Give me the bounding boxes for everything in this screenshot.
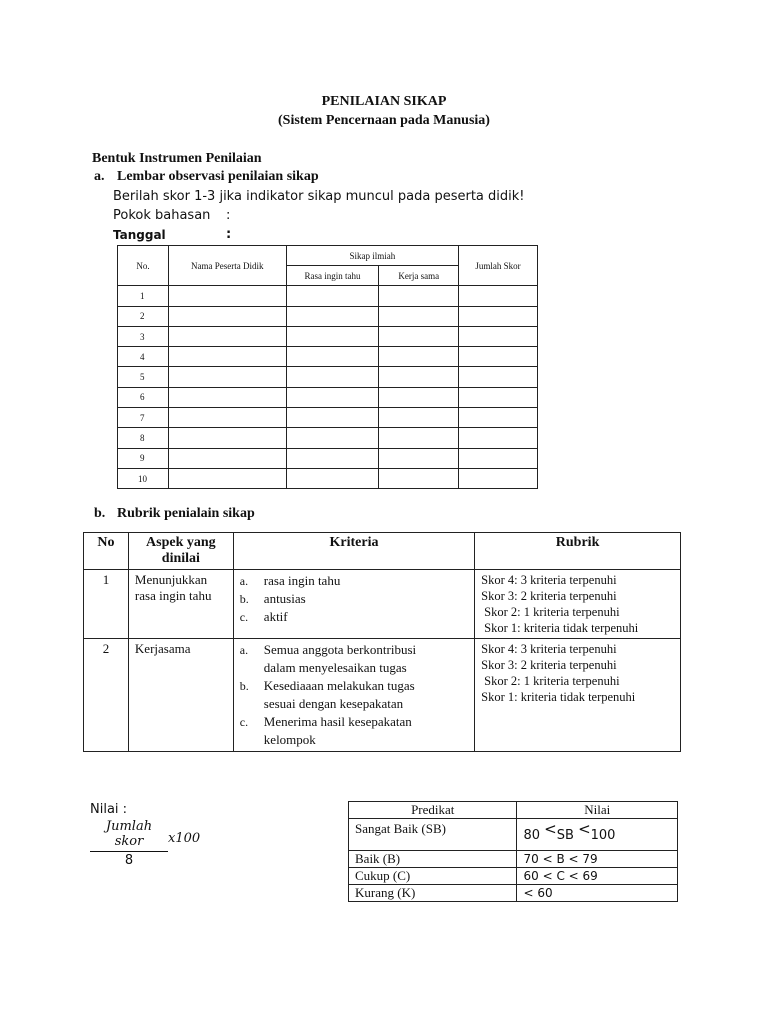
cell-nama[interactable] <box>168 468 286 488</box>
nilai-part: SB <box>556 827 579 843</box>
row-number: 3 <box>118 326 169 346</box>
cell-jumlah[interactable] <box>459 286 538 306</box>
less-than-sign: < <box>578 819 591 838</box>
rubric-row-no: 1 <box>84 570 129 639</box>
cell-nama[interactable] <box>168 306 286 326</box>
criteria-letter <box>240 695 264 713</box>
table-row <box>118 347 538 367</box>
cell-jumlah[interactable] <box>459 326 538 346</box>
part-a-heading: Lembar observasi penilaian sikap <box>117 169 319 184</box>
cell-kerja[interactable] <box>379 448 459 468</box>
list-item <box>240 695 468 713</box>
observation-table <box>117 245 538 489</box>
obs-header-no: No. <box>118 246 169 286</box>
list-item <box>240 677 468 695</box>
part-a-label: a. <box>94 169 105 184</box>
formula-multiplier <box>168 831 200 846</box>
rubric-row-kriteria <box>233 570 474 639</box>
rubric-row-aspek <box>128 570 233 639</box>
list-item <box>240 641 468 659</box>
predikat-cell: Cukup (C) <box>349 868 517 885</box>
cell-nama[interactable] <box>168 387 286 407</box>
less-than-sign: < <box>544 819 557 838</box>
criteria-text: sesuai dengan kesepakatan <box>263 696 404 711</box>
table-row <box>84 570 681 639</box>
formula-numerator: Jumlah skor <box>90 819 168 852</box>
rubric-header-aspek <box>128 533 233 570</box>
cell-jumlah[interactable] <box>459 367 538 387</box>
cell-jumlah[interactable] <box>459 306 538 326</box>
nilai-cell: 70 < B < 79 <box>517 851 678 868</box>
table-row <box>349 885 678 902</box>
criteria-text: Semua anggota berkontribusi <box>263 642 417 657</box>
cell-kerja[interactable] <box>379 326 459 346</box>
obs-header-rasa: Rasa ingin tahu <box>286 266 379 286</box>
tanggal-colon: : <box>226 227 232 242</box>
rubrik-line: Skor 1: kriteria tidak terpenuhi <box>484 621 639 635</box>
cell-nama[interactable] <box>168 347 286 367</box>
cell-kerja[interactable] <box>379 468 459 488</box>
table-row <box>349 819 678 851</box>
nilai-cell <box>517 819 678 851</box>
rubric-header-rubrik: Rubrik <box>475 533 681 570</box>
pokok-bahasan-colon: : <box>226 208 231 223</box>
criteria-letter <box>240 659 264 677</box>
criteria-text: Menerima hasil kesepakatan <box>263 714 412 729</box>
nilai-part: 80 <box>523 827 545 843</box>
criteria-letter: b. <box>239 592 249 606</box>
cell-nama[interactable] <box>168 286 286 306</box>
cell-nama[interactable] <box>168 408 286 428</box>
rubric-header-aspek-line2: dinilai <box>161 551 200 566</box>
cell-rasa[interactable] <box>286 367 379 387</box>
obs-header-kerja: Kerja sama <box>379 266 459 286</box>
pokok-bahasan-label: Pokok bahasan <box>113 208 211 223</box>
nilai-part: 100 <box>590 827 616 843</box>
nilai-formula <box>90 819 168 868</box>
cell-rasa[interactable] <box>286 448 379 468</box>
rubric-header-kriteria: Kriteria <box>233 533 474 570</box>
row-number: 4 <box>118 347 169 367</box>
table-row <box>349 851 678 868</box>
criteria-letter: c. <box>239 610 249 624</box>
rubric-header-no: No <box>84 533 129 570</box>
table-row <box>118 387 538 407</box>
list-item <box>240 731 468 749</box>
cell-jumlah[interactable] <box>459 347 538 367</box>
cell-nama[interactable] <box>168 448 286 468</box>
page-title: PENILAIAN SIKAP <box>321 94 447 109</box>
rubrik-line: Skor 3: 2 kriteria terpenuhi <box>481 589 617 603</box>
predikat-table <box>348 801 678 902</box>
tanggal-label: Tanggal <box>113 228 166 242</box>
cell-kerja[interactable] <box>379 306 459 326</box>
formula-denominator: 8 <box>124 853 134 868</box>
nilai-cell: 60 < C < 69 <box>517 868 678 885</box>
cell-nama[interactable] <box>168 428 286 448</box>
row-number: 9 <box>118 448 169 468</box>
part-b-label: b. <box>94 506 106 521</box>
cell-rasa[interactable] <box>286 468 379 488</box>
nilai-cell: < 60 <box>517 885 678 902</box>
cell-rasa[interactable] <box>286 387 379 407</box>
rubrik-line: Skor 1: kriteria tidak terpenuhi <box>481 690 636 704</box>
cell-kerja[interactable] <box>379 428 459 448</box>
list-item <box>240 572 468 590</box>
list-item <box>240 659 468 677</box>
cell-jumlah[interactable] <box>459 428 538 448</box>
cell-nama[interactable] <box>168 326 286 346</box>
formula-multiplier-text: x100 <box>168 831 201 846</box>
aspek-line: Menunjukkan <box>134 572 208 587</box>
criteria-text: dalam menyelesaikan tugas <box>263 660 407 675</box>
cell-nama[interactable] <box>168 367 286 387</box>
cell-rasa[interactable] <box>286 408 379 428</box>
criteria-letter: a. <box>239 574 249 588</box>
rubric-row-kriteria <box>233 639 474 752</box>
criteria-text: Kesediaaan melakukan tugas <box>263 678 415 693</box>
table-row <box>118 448 538 468</box>
rubrik-line: Skor 3: 2 kriteria terpenuhi <box>481 658 617 672</box>
cell-jumlah[interactable] <box>459 448 538 468</box>
instruction-text: Berilah skor 1-3 jika indikator sikap muncul pada peserta didik! <box>113 189 525 204</box>
cell-kerja[interactable] <box>379 347 459 367</box>
rubrik-line: Skor 4: 3 kriteria terpenuhi <box>481 573 617 587</box>
rubric-header-aspek-line1: Aspek yang <box>146 535 216 550</box>
criteria-text: antusias <box>263 591 306 606</box>
row-number: 6 <box>118 387 169 407</box>
table-row <box>118 306 538 326</box>
cell-kerja[interactable] <box>379 408 459 428</box>
cell-kerja[interactable] <box>379 387 459 407</box>
criteria-text: rasa ingin tahu <box>263 573 341 588</box>
cell-rasa[interactable] <box>286 286 379 306</box>
table-row <box>349 868 678 885</box>
predikat-cell: Kurang (K) <box>349 885 517 902</box>
rubric-row-no: 2 <box>84 639 129 752</box>
row-number: 5 <box>118 367 169 387</box>
cell-rasa[interactable] <box>286 326 379 346</box>
aspek-line: rasa ingin tahu <box>134 588 212 603</box>
list-item <box>240 590 468 608</box>
table-row <box>118 428 538 448</box>
page-subtitle: (Sistem Pencernaan pada Manusia) <box>278 113 490 128</box>
row-number: 2 <box>118 306 169 326</box>
cell-rasa[interactable] <box>286 428 379 448</box>
criteria-letter <box>240 731 264 749</box>
aspek-line: Kerjasama <box>134 641 191 656</box>
list-item <box>240 713 468 731</box>
cell-jumlah[interactable] <box>459 468 538 488</box>
rubric-row-rubrik <box>475 570 681 639</box>
obs-header-sikap: Sikap ilmiah <box>286 246 459 266</box>
cell-rasa[interactable] <box>286 347 379 367</box>
table-row <box>118 326 538 346</box>
predikat-cell: Sangat Baik (SB) <box>349 819 517 851</box>
table-row <box>118 468 538 488</box>
cell-kerja[interactable] <box>379 286 459 306</box>
part-b-heading: Rubrik penialain sikap <box>117 506 255 521</box>
table-row <box>118 286 538 306</box>
row-number: 10 <box>118 468 169 488</box>
rubric-table <box>83 532 681 752</box>
criteria-text: kelompok <box>263 732 316 747</box>
nilai-label: Nilai : <box>90 802 128 817</box>
rubrik-line: Skor 2: 1 kriteria terpenuhi <box>484 605 620 619</box>
nilai-header: Nilai <box>517 802 678 819</box>
row-number: 8 <box>118 428 169 448</box>
list-item <box>240 608 468 626</box>
criteria-letter: b. <box>239 679 249 693</box>
rubric-row-aspek <box>128 639 233 752</box>
table-row <box>118 367 538 387</box>
rubrik-line: Skor 2: 1 kriteria terpenuhi <box>484 674 620 688</box>
rubrik-line: Skor 4: 3 kriteria terpenuhi <box>481 642 617 656</box>
table-row <box>84 639 681 752</box>
criteria-letter: c. <box>239 715 249 729</box>
row-number: 7 <box>118 408 169 428</box>
predikat-cell: Baik (B) <box>349 851 517 868</box>
cell-rasa[interactable] <box>286 306 379 326</box>
predikat-header: Predikat <box>349 802 517 819</box>
criteria-text: aktif <box>263 609 288 624</box>
rubric-row-rubrik <box>475 639 681 752</box>
obs-header-jumlah: Jumlah Skor <box>459 246 538 286</box>
cell-kerja[interactable] <box>379 367 459 387</box>
row-number: 1 <box>118 286 169 306</box>
table-row <box>118 408 538 428</box>
cell-jumlah[interactable] <box>459 387 538 407</box>
obs-header-nama: Nama Peserta Didik <box>168 246 286 286</box>
section-heading: Bentuk Instrumen Penilaian <box>92 151 262 166</box>
cell-jumlah[interactable] <box>459 408 538 428</box>
criteria-letter: a. <box>239 643 249 657</box>
